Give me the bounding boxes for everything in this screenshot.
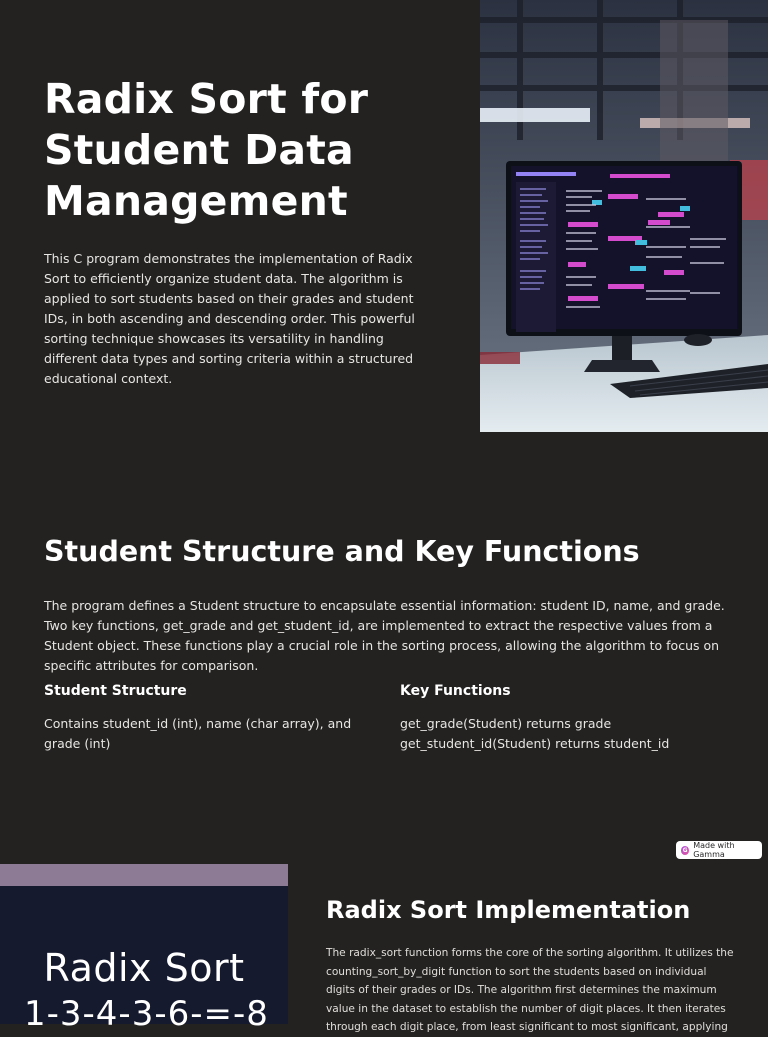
student-structure-text: Contains student_id (int), name (char array), and grade (int) bbox=[44, 716, 352, 751]
gamma-logo-icon: G bbox=[682, 846, 688, 854]
title-slide bbox=[0, 0, 768, 432]
student-structure-slide bbox=[0, 432, 768, 864]
key-function-item: get_grade(Student) returns grade bbox=[400, 716, 612, 731]
made-with-gamma-badge[interactable] bbox=[676, 841, 762, 859]
key-function-item: get_student_id(Student) returns student_id bbox=[400, 736, 670, 751]
intro-paragraph: This C program demonstrates the implementation of Radix Sort to efficiently organize student data. The algorithm is applied to sort students based on their grades and student IDs, in both ascending and descending order. This powerful sorting technique showcases its versatility in handling different data types and sorting criteria within a structured educational context. bbox=[44, 251, 415, 386]
page-title: Radix Sort for Student Data Management bbox=[44, 75, 369, 225]
section-paragraph: The program defines a Student structure to encapsulate essential information: student ID, name, and grade. Two key functions, get_grade and get_student_id, are implemented to extract the respective values from a Student object. These functions play a crucial role in the sorting process, allowing the algorithm to focus on specific attributes for comparison. bbox=[44, 598, 725, 673]
implementation-paragraph: The radix_sort function forms the core of the sorting algorithm. It utilizes the counting_sort_by_digit function to sort the students based on individual digits of their grades or IDs. The algorithm first determines the maximum value in the dataset to establish the number of digit places. It then iterates through each digit place, from least significant to most significant, applying bbox=[326, 947, 734, 1033]
thumbnail-title: Radix Sort bbox=[43, 946, 245, 990]
implementation-title: Radix Sort Implementation bbox=[326, 896, 691, 924]
radix-sort-thumbnail bbox=[0, 864, 288, 1034]
hero-image bbox=[480, 0, 768, 432]
badge-label: Made with Gamma bbox=[693, 841, 735, 859]
radix-implementation-slide bbox=[0, 864, 768, 1034]
key-functions-heading: Key Functions bbox=[400, 683, 511, 699]
key-functions-text bbox=[400, 714, 740, 754]
section-title: Student Structure and Key Functions bbox=[44, 535, 640, 568]
thumbnail-numbers: 1-3-4-3-6-=-8 bbox=[24, 994, 269, 1034]
thumbnail-top-band bbox=[0, 864, 288, 886]
student-structure-heading: Student Structure bbox=[44, 683, 187, 699]
title-text-column bbox=[44, 74, 444, 389]
office-monitor-illustration bbox=[480, 0, 768, 432]
